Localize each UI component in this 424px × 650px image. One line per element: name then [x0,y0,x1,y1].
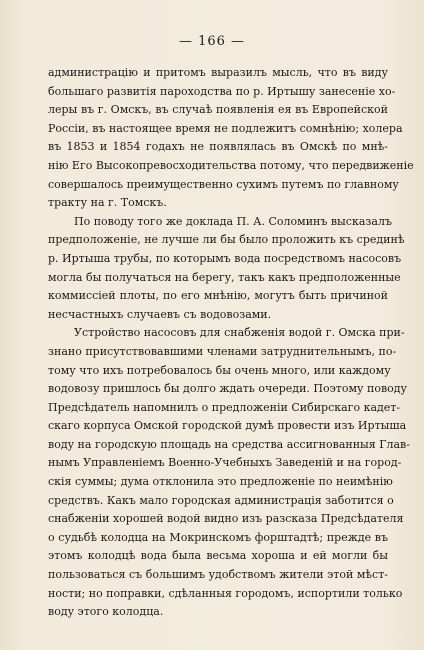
text-line: тому что ихъ потребовалось бы очень много, или каждому [48,363,391,377]
text-line: скаго корпуса Омской городской думѣ провести изъ Иртыша [48,419,407,433]
text-line: тракту на г. Томскъ. [48,196,167,210]
text-line: пользоваться съ большимъ удобствомъ жители этой мѣст- [48,568,388,582]
text-line: большаго развитія пароходства по р. Иртышу занесеніе хо- [48,84,396,98]
text-line: По поводу того же доклада П. А. Соломинъ высказалъ [74,214,392,228]
text-line: предположеніе, не лучше ли бы было проложить къ срединѣ [48,233,405,247]
text-line: воду этого колодца. [48,605,164,619]
text-line: знано присутствовавшими членами затруднительнымъ, по- [48,344,397,358]
page-number: — 166 — [178,34,246,49]
text-line: леры въ г. Омскъ, въ случаѣ появленія ея въ Европейской [48,103,388,117]
text-line: Предсѣдатель напомнилъ о предложеніи Сибирскаго кадет- [48,400,401,414]
text-line: средствъ. Какъ мало городская администрація заботится о [48,493,394,507]
text-line: могла бы получаться на берегу, такъ какъ предположенные [48,270,401,284]
paragraph-1 [48,64,414,213]
paragraph-3 [48,324,410,622]
text-line: нію Его Высокопревосходительства потому, что передвиженіе [48,158,414,172]
text-line: скія суммы; дума отклонила это предложеніе по неимѣнію [48,475,393,489]
text-line: Устройство насосовъ для снабженія водой г. Омска при- [74,326,405,340]
text-line: ности; но поправки, сдѣланныя городомъ, испортили только [48,586,403,600]
text-line: несчастныхъ случаевъ съ водовозами. [48,307,272,321]
body-text [48,64,414,622]
paragraph-2 [48,213,405,325]
text-line: р. Иртыша трубы, по которымъ вода посредствомъ насосовъ [48,251,402,265]
text-line: совершалось преимущественно сухимъ путемъ по главному [48,177,399,191]
text-line: Россіи, въ настоящее время не подлежитъ сомнѣнію; холера [48,121,403,135]
text-line: нымъ Управленіемъ Военно-Учебныхъ Заведеній и на город- [48,456,402,470]
text-line: снабженіи хорошей водой видно изъ разсказа Предсѣдателя [48,512,404,526]
text-line: о судьбѣ колодца на Мокринскомъ форштадтѣ; прежде въ [48,530,388,544]
text-line: коммиссіей плоты, по его мнѣнію, могутъ быть причиной [48,289,388,303]
text-line: въ 1853 и 1854 годахъ не появлялась въ Омскѣ по мнѣ- [48,140,388,154]
text-line: воду на городскую площадь на средства ассигнованныя Глав- [48,437,410,451]
text-line: администрацію и притомъ выразилъ мысль, что въ виду [48,66,388,79]
text-line: этомъ колодцѣ вода была весьма хороша и ей могли бы [48,549,388,563]
text-line: водовозу пришлось бы долго ждать очереди. Поэтому поводу [48,382,408,396]
